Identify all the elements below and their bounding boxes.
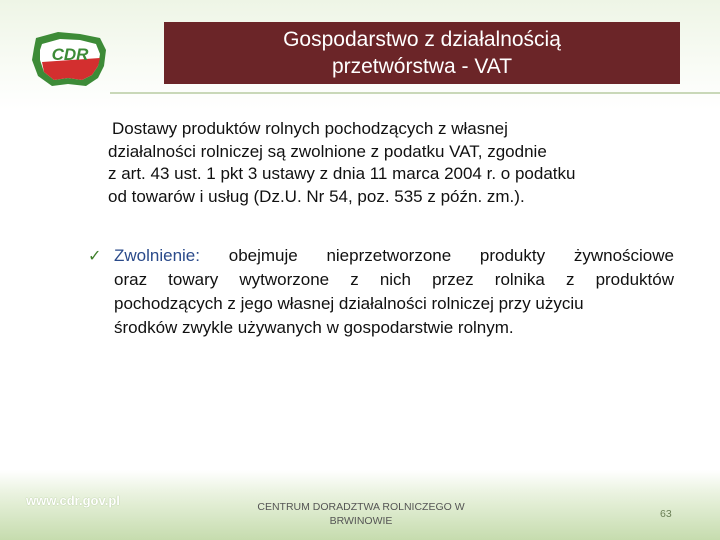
bullet-line: [114, 244, 674, 268]
bullet-line: pochodzących z jego własnej działalności rolniczej przy użyciu: [114, 294, 584, 313]
slide-title: [164, 22, 680, 84]
checkmark-icon: ✓: [88, 248, 102, 265]
footer-organization: [252, 500, 470, 528]
intro-line: działalności rolniczej są zwolnione z podatku VAT, zgodnie: [108, 141, 547, 161]
bullet-line: środków zwykle używanych w gospodarstwie rolnym.: [114, 318, 514, 337]
intro-line: Dostawy produktów rolnych pochodzących z własnej: [112, 119, 508, 138]
page-number: 63: [660, 508, 672, 520]
bullet-text: [114, 244, 674, 340]
intro-paragraph: [108, 118, 698, 208]
bullet-lead: Zwolnienie:: [114, 246, 200, 265]
header-divider: [110, 92, 720, 94]
intro-line: od towarów i usług (Dz.U. Nr 54, poz. 535 z późn. zm.).: [108, 186, 525, 206]
title-line-2: przetwórstwa - VAT: [331, 55, 513, 78]
title-line-1: Gospodarstwo z działalnością: [283, 28, 561, 51]
footer-url: www.cdr.gov.pl: [26, 493, 120, 508]
bullet-line: oraz towary wytworzone z nich przez rolnika z produktów: [114, 270, 674, 289]
bullet-line-1-rest: obejmuje nieprzetworzone produkty żywnościowe: [228, 246, 674, 265]
footer-org-line-1: CENTRUM DORADZTWA ROLNICZEGO W: [257, 501, 465, 513]
logo-text: CDR: [51, 45, 89, 64]
cdr-logo: [28, 28, 110, 90]
footer-org-line-2: BRWINOWIE: [329, 515, 393, 527]
intro-line: z art. 43 ust. 1 pkt 3 ustawy z dnia 11 marca 2004 r. o podatku: [108, 164, 576, 183]
